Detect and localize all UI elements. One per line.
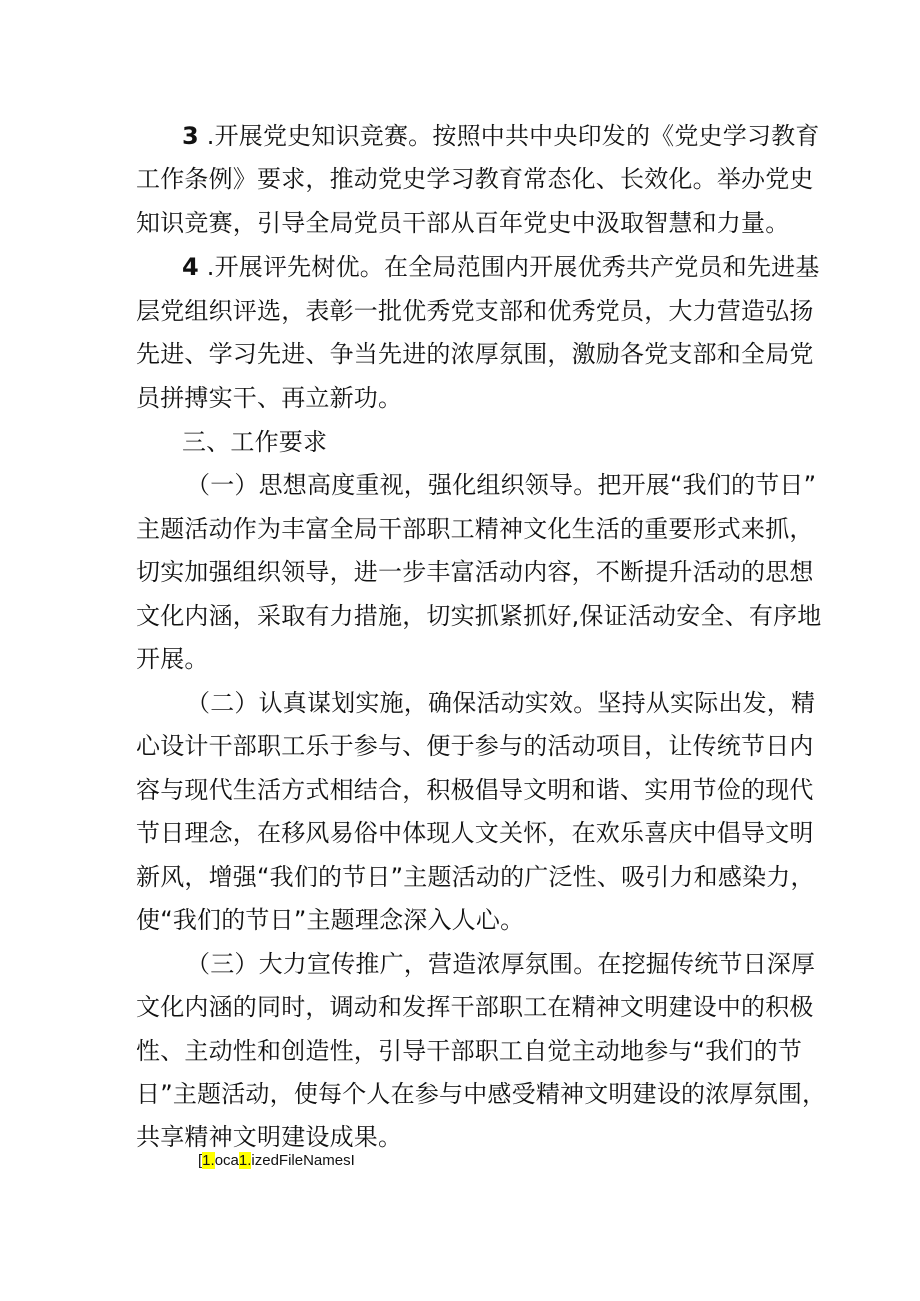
paragraph-line: （一）思想高度重视，强化组织领导。把开展“我们的节日” (186, 471, 817, 499)
paragraph-line: 使“我们的节日”主题理念深入人心。 (136, 906, 525, 934)
paragraph-line: 共享精神文明建设成果。 (136, 1123, 403, 1151)
paragraph-line: 开展。 (136, 645, 209, 673)
paragraph-line: 文化内涵的同时，调动和发挥干部职工在精神文明建设中的积极 (136, 993, 814, 1021)
footer-text: [ (198, 1152, 203, 1169)
paragraph-line: 主题活动作为丰富全局干部职工精神文化生活的重要形式来抓， (136, 515, 814, 543)
paragraph-line: 容与现代生活方式相结合，积极倡导文明和谐、实用节俭的现代 (136, 776, 814, 804)
paragraph-line: 节日理念，在移风易俗中体现人文关怀，在欢乐喜庆中倡导文明 (136, 819, 814, 847)
localized-filenames-placeholder (198, 1152, 355, 1170)
paragraph-line: （三）大力宣传推广，营造浓厚氛围。在挖掘传统节日深厚 (186, 950, 816, 978)
paragraph-line: 层党组织评选，表彰一批优秀党支部和优秀党员，大力营造弘扬 (136, 297, 814, 325)
paragraph-text: .开展党史知识竞赛。按照中共中央印发的《党史学习教育 (198, 122, 820, 150)
footer-text: izedFileNamesI (251, 1152, 355, 1169)
paragraph-line: 切实加强组织领导，进一步丰富活动内容，不断提升活动的思想 (136, 558, 814, 586)
paragraph-line: 文化内涵，采取有力措施，切实抓紧抓好,保证活动安全、有序地 (136, 602, 822, 630)
paragraph-line: 工作条例》要求，推动党史学习教育常态化、长效化。举办党史 (136, 165, 814, 193)
footer-text: oca (214, 1152, 239, 1169)
paragraph-line: 员拼搏实干、再立新功。 (136, 384, 403, 412)
item-number: 3 (182, 122, 199, 150)
footer-highlight: 1. (238, 1152, 252, 1169)
paragraph-line: 知识竞赛，引导全局党员干部从百年党史中汲取智慧和力量。 (136, 209, 790, 237)
footer-highlight: 1. (202, 1152, 215, 1169)
paragraph-text: .开展评先树优。在全局范围内开展优秀共产党员和先进基 (198, 253, 820, 281)
section-heading: 三、工作要求 (182, 428, 328, 456)
paragraph-line: （二）认真谋划实施，确保活动实效。坚持从实际出发，精 (186, 689, 816, 717)
paragraph-line (182, 121, 820, 151)
paragraph-line (182, 252, 820, 282)
paragraph-line: 心设计干部职工乐于参与、便于参与的活动项目，让传统节日内 (136, 732, 814, 760)
paragraph-line: 日”主题活动，使每个人在参与中感受精神文明建设的浓厚氛围， (136, 1080, 827, 1108)
paragraph-line: 性、主动性和创造性，引导干部职工自觉主动地参与“我们的节 (136, 1037, 803, 1065)
paragraph-line: 新风，增强“我们的节日”主题活动的广泛性、吸引力和感染力， (136, 863, 815, 891)
paragraph-line: 先进、学习先进、争当先进的浓厚氛围，激励各党支部和全局党 (136, 340, 814, 368)
item-number: 4 (182, 253, 199, 281)
